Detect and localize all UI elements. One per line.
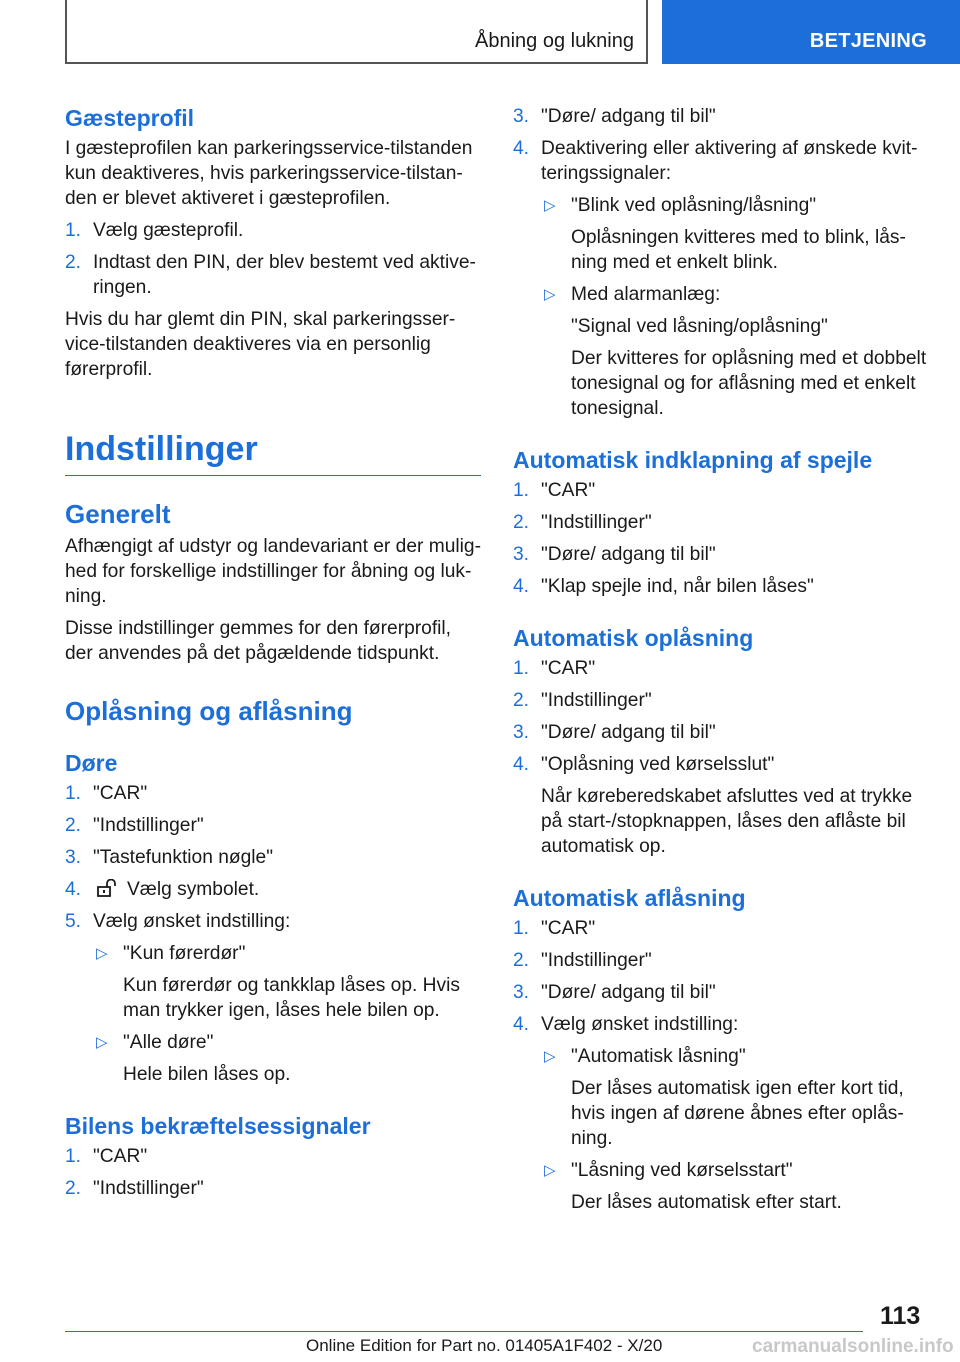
list-item: 2. "Indstillinger" [513,950,652,971]
list-item: 2. "Indstillinger" [65,1178,204,1199]
triangle-bullet-icon: ▷ [544,1162,556,1179]
list-item: 3. "Døre/ adgang til bil" [513,982,716,1003]
header-section-box [65,0,648,64]
option-description: Kun førerdør og tankklap låses op. Hvis man trykker igen, låses hele bilen op. [123,975,460,1021]
guest-profile-heading: Gæsteprofil [65,105,195,131]
list-item: 3. "Døre/ adgang til bil" [513,544,716,565]
auto-unlock-heading: Automatisk oplåsning [513,625,754,651]
confirmation-signals-heading: Bilens bekræftelsessignaler [65,1113,371,1139]
general-paragraph-1: Afhængigt af udstyr og landevariant er der mulighed for forskellige indstillinger for åbning og lukning. [65,536,481,607]
list-item: 3. "Døre/ adgang til bil" [513,106,716,127]
general-heading: Generelt [65,499,171,529]
list-item: 2. Indtast den PIN, der blev bestemt ved aktiveringen. [65,252,476,298]
list-item: 1. "CAR" [65,1146,148,1167]
general-paragraph-2: Disse indstillinger gemmes for den førerprofil, der anvendes på det pågældende tidspunkt. [65,618,452,664]
watermark: carmanualsonline.info [752,1336,954,1357]
bullet-item: ▷ "Kun førerdør" [93,941,481,966]
option-description: Der låses automatisk igen efter kort tid, hvis ingen af dørene åbnes efter oplåsning. [571,1078,904,1149]
step-description: Når køreberedskabet afsluttes ved at trykke på start-/stopknappen, låses den aflåste bil automatisk op. [541,786,913,857]
list-item: 1. "CAR" [513,918,596,939]
triangle-bullet-icon: ▷ [96,1034,108,1051]
right-column [513,104,933,1222]
option-description: Hele bilen låses op. [123,1064,291,1085]
list-item: 4. "Oplåsning ved kørselsslut" [513,754,775,775]
left-column [65,104,481,1208]
list-item: 4. Vælg symbolet. [65,879,260,900]
auto-lock-heading: Automatisk aflåsning [513,885,746,911]
option-description: Der låses automatisk efter start. [571,1192,842,1213]
triangle-bullet-icon: ▷ [544,1048,556,1065]
bullet-item: ▷ "Blink ved oplåsning/låsning" [541,193,933,218]
unlock-symbol-icon [97,879,119,897]
page-number: 113 [880,1302,921,1330]
triangle-bullet-icon: ▷ [96,945,108,962]
list-item: 4. Vælg ønsket indstilling: [513,1014,739,1035]
header-chapter-tab [662,0,960,64]
settings-heading: Indstillinger [65,429,481,476]
bullet-item: ▷ "Låsning ved kørselsstart" [541,1158,933,1183]
lock-unlock-heading: Oplåsning og aflåsning [65,696,353,726]
bullet-item: ▷ Med alarmanlæg: [541,282,933,307]
bullet-item: ▷ "Automatisk låsning" [541,1044,933,1069]
list-item: 2. "Indstillinger" [65,815,204,836]
list-item: 1. "CAR" [513,480,596,501]
list-item: 1. Vælg gæsteprofil. [65,220,244,241]
chapter-title: BETJENING [809,30,927,52]
list-item: 1. "CAR" [65,783,148,804]
list-item: 3. "Døre/ adgang til bil" [513,722,716,743]
list-item: 4. Deaktivering eller aktivering af ønskede kvitteringssignaler: [513,138,918,184]
triangle-bullet-icon: ▷ [544,197,556,214]
list-item: 4. "Klap spejle ind, når bilen låses" [513,576,814,597]
option-description: Oplåsningen kvitteres med to blink, låsning med et enkelt blink. [571,227,906,273]
list-item: 3. "Tastefunktion nøgle" [65,847,274,868]
list-item: 2. "Indstillinger" [513,690,652,711]
guest-paragraph-1: I gæsteprofilen kan parkeringsservice-tilstanden kun deaktiveres, hvis parkeringsservice-tilstanden er blevet aktiveret i gæsteprofilen. [65,138,473,209]
mirror-folding-heading: Automatisk indklapning af spejle [513,447,873,473]
footer-edition: Online Edition for Part no. 01405A1F402 - X/20 [306,1336,663,1355]
option-subitem: "Signal ved låsning/oplåsning" [571,316,828,337]
footer-divider [65,1331,863,1332]
bullet-item: ▷ "Alle døre" [93,1030,481,1055]
list-item: 2. "Indstillinger" [513,512,652,533]
list-item: 5. Vælg ønsket indstilling: [65,911,291,932]
list-item: 1. "CAR" [513,658,596,679]
option-description: Der kvitteres for oplåsning med et dobbelt tonesignal og for aflåsning med et enkelt tonesignal. [571,348,927,419]
doors-heading: Døre [65,750,118,776]
section-title: Åbning og lukning [474,30,634,52]
triangle-bullet-icon: ▷ [544,286,556,303]
guest-paragraph-2: Hvis du har glemt din PIN, skal parkeringsservice-tilstanden deaktiveres via en personlig førerprofil. [65,309,456,380]
